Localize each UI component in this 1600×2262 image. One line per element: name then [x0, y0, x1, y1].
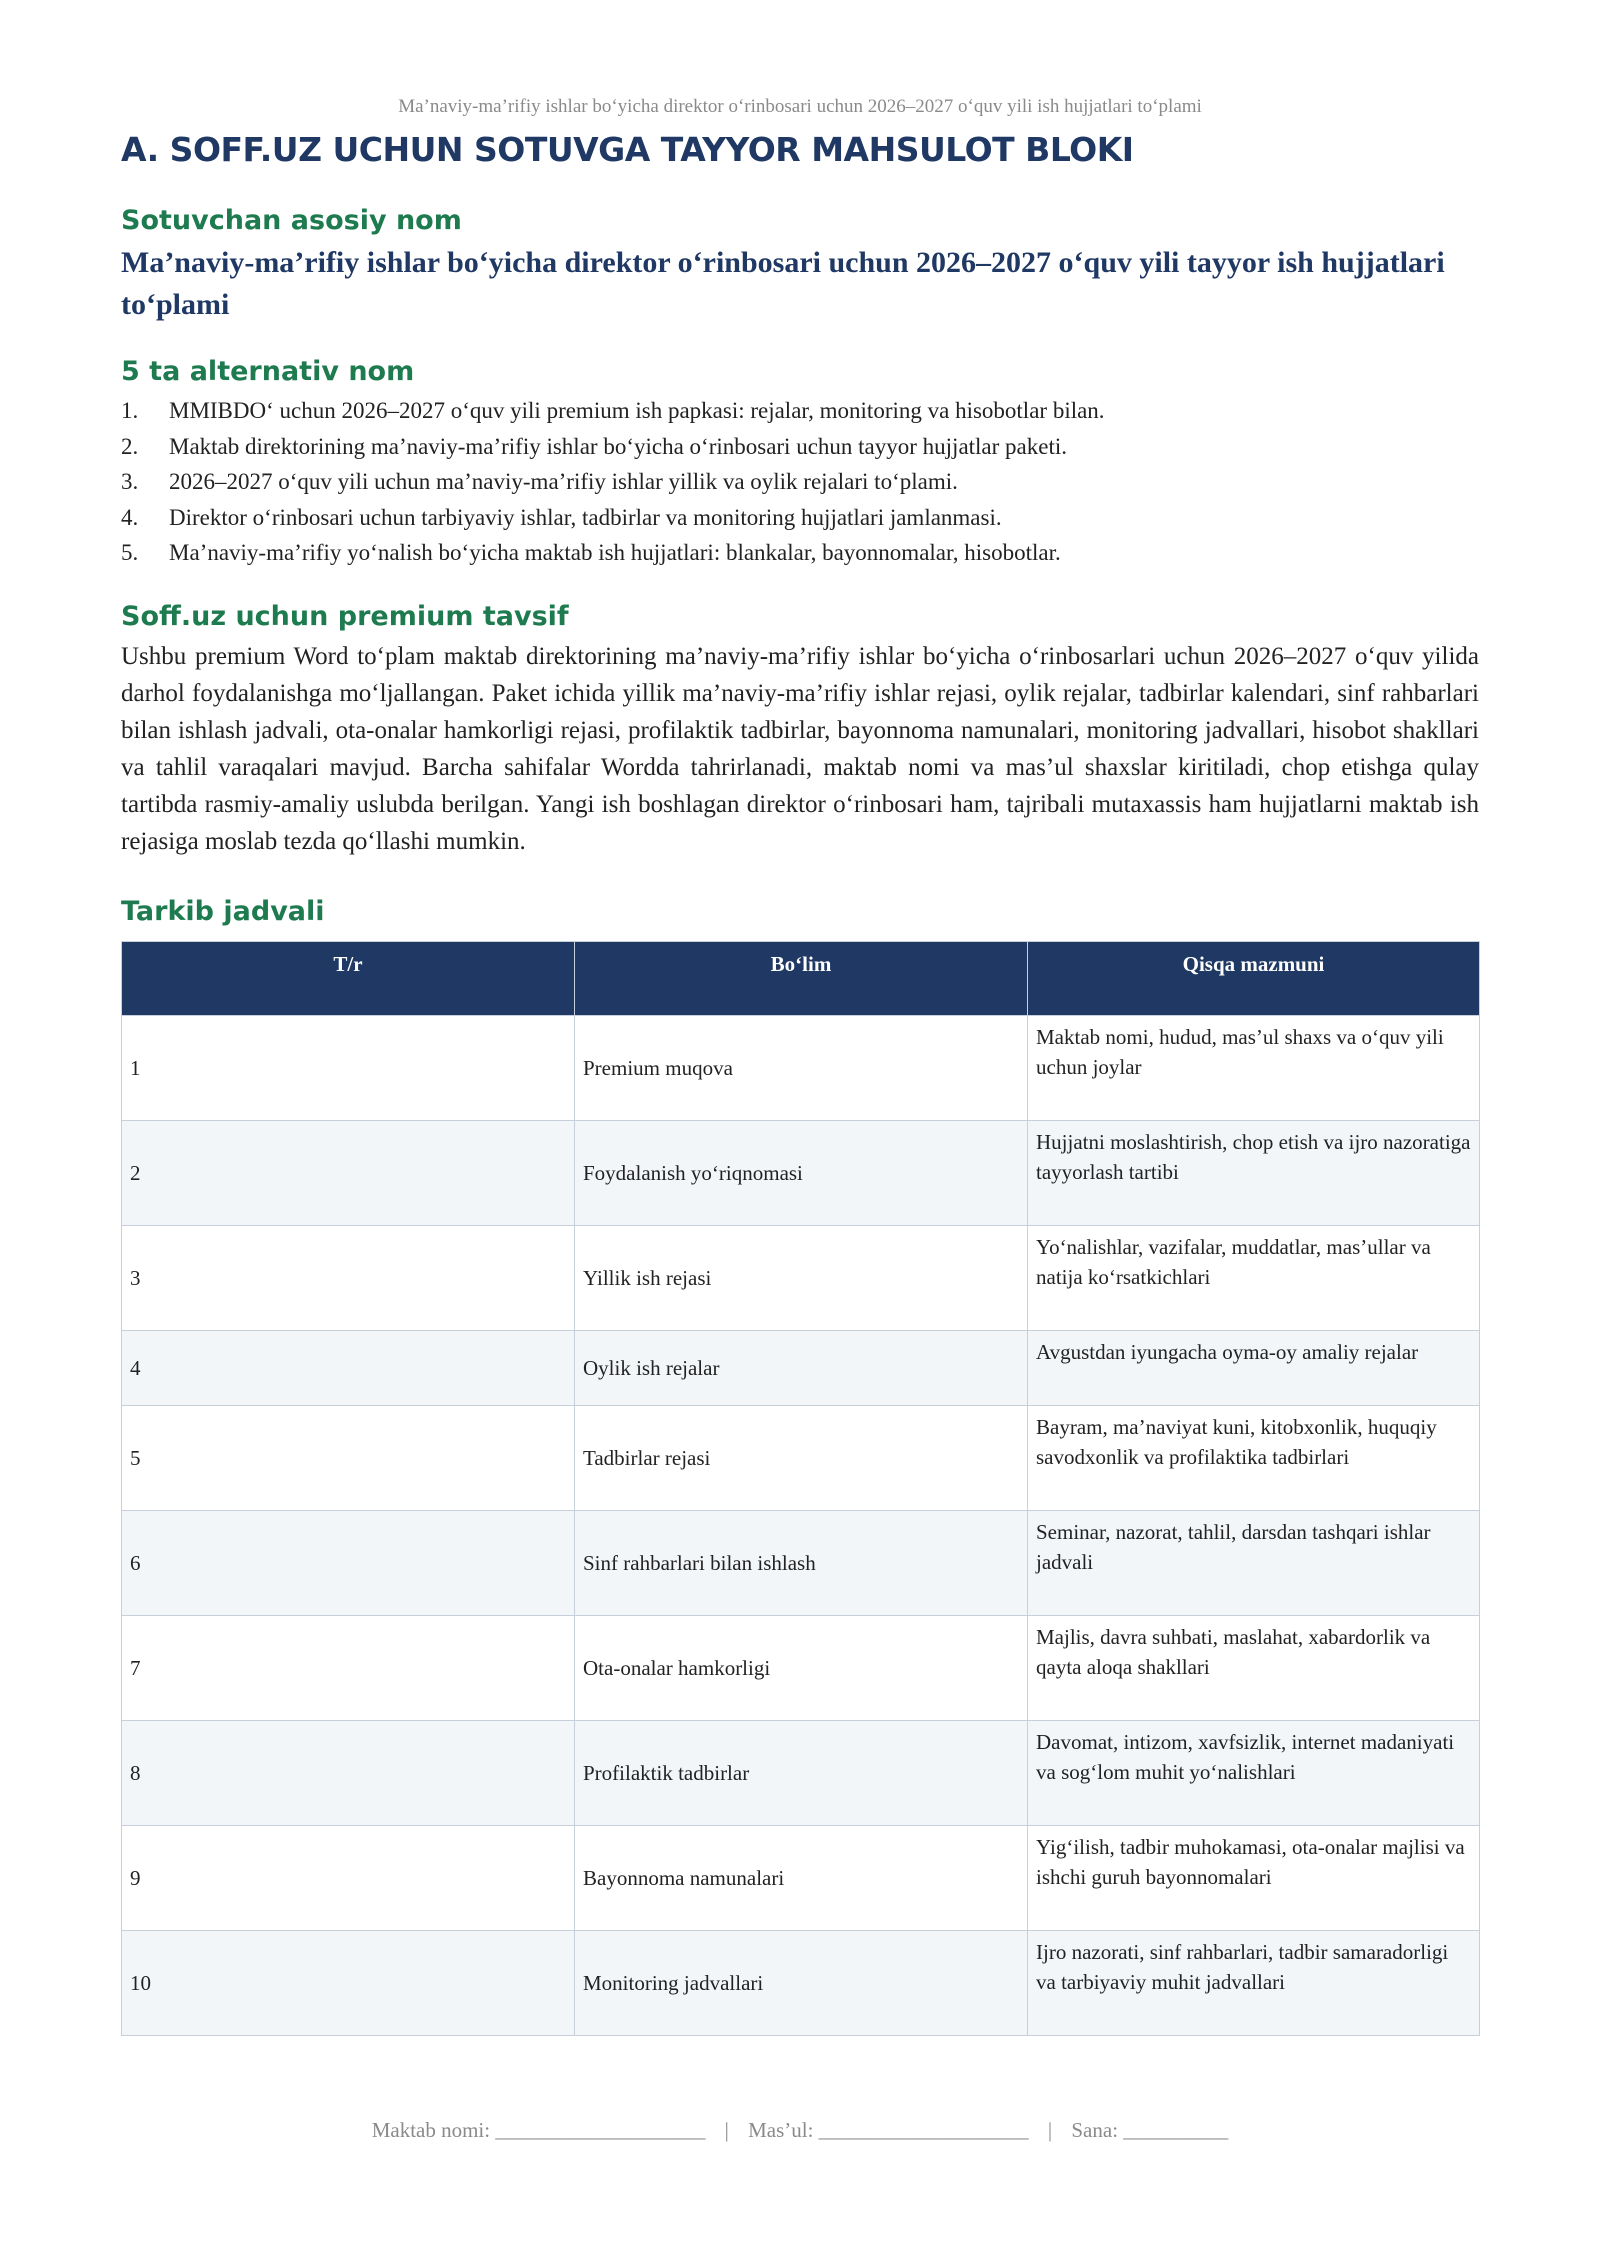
premium-heading: Soff.uz uchun premium tavsif — [121, 600, 569, 632]
row-summary: Maktab nomi, hudud, mas’ul shaxs va o‘quv yili uchun joylar — [1028, 1015, 1480, 1120]
row-summary: Avgustdan iyungacha oyma-oy amaliy rejalar — [1028, 1330, 1480, 1405]
row-summary: Bayram, ma’naviyat kuni, kitobxonlik, huquqiy savodxonlik va profilaktika tadbirlari — [1028, 1405, 1480, 1510]
table-header-row — [122, 941, 1480, 1015]
row-summary: Ijro nazorati, sinf rahbarlari, tadbir samaradorligi va tarbiyaviy muhit jadvallari — [1028, 1930, 1480, 2035]
footer-responsible: Mas’ul: ____________________ — [748, 2118, 1029, 2142]
row-number: 4 — [122, 1330, 575, 1405]
row-section: Monitoring jadvallari — [575, 1930, 1028, 2035]
table-row — [122, 1825, 1480, 1930]
column-header-bolim: Bo‘lim — [575, 941, 1028, 1015]
table-row — [122, 1615, 1480, 1720]
row-section: Profilaktik tadbirlar — [575, 1720, 1028, 1825]
row-section: Premium muqova — [575, 1015, 1028, 1120]
row-section: Bayonnoma namunalari — [575, 1825, 1028, 1930]
row-number: 7 — [122, 1615, 575, 1720]
row-number: 3 — [122, 1225, 575, 1330]
row-section: Ota-onalar hamkorligi — [575, 1615, 1028, 1720]
page-footer — [0, 2118, 1600, 2143]
footer-school-name: Maktab nomi: ____________________ — [371, 2118, 706, 2142]
main-title: A. SOFF.UZ UCHUN SOTUVGA TAYYOR MAHSULOT BLOKI — [121, 130, 1134, 169]
row-number: 1 — [122, 1015, 575, 1120]
column-header-tr: T/r — [122, 941, 575, 1015]
row-summary: Majlis, davra suhbati, maslahat, xabardorlik va qayta aloqa shakllari — [1028, 1615, 1480, 1720]
row-section: Yillik ish rejasi — [575, 1225, 1028, 1330]
alternatives-heading: 5 ta alternativ nom — [121, 356, 415, 387]
row-section: Sinf rahbarlari bilan ishlash — [575, 1510, 1028, 1615]
alternative-item: 4. Direktor o‘rinbosari uchun tarbiyaviy ishlar, tadbirlar va monitoring hujjatlari jamlanmasi. — [121, 504, 1002, 530]
table-row — [122, 1225, 1480, 1330]
column-header-mazmuni: Qisqa mazmuni — [1028, 941, 1480, 1015]
table-row — [122, 1405, 1480, 1510]
row-number: 2 — [122, 1120, 575, 1225]
row-number: 10 — [122, 1930, 575, 2035]
table-row — [122, 1330, 1480, 1405]
content — [121, 124, 1479, 2036]
contents-table — [121, 941, 1480, 2036]
table-row — [122, 1120, 1480, 1225]
row-number: 9 — [122, 1825, 575, 1930]
main-product-name: Ma’naviy-ma’rifiy ishlar bo‘yicha direktor o‘rinbosari uchun 2026–2027 o‘quv yili tayyor ish hujjatlari to‘plami — [121, 246, 1445, 321]
table-row — [122, 1015, 1480, 1120]
row-section: Oylik ish rejalar — [575, 1330, 1028, 1405]
footer-separator: | — [724, 2118, 729, 2142]
running-header: Ma’naviy-ma’rifiy ishlar bo‘yicha direktor o‘rinbosari uchun 2026–2027 o‘quv yili ish hujjatlari to‘plami — [398, 96, 1202, 117]
row-section: Foydalanish yo‘riqnomasi — [575, 1120, 1028, 1225]
alternative-item: 3. 2026–2027 o‘quv yili uchun ma’naviy-ma’rifiy ishlar yillik va oylik rejalari to‘plami. — [121, 469, 958, 494]
row-summary: Davomat, intizom, xavfsizlik, internet madaniyati va sog‘lom muhit yo‘nalishlari — [1028, 1720, 1480, 1825]
row-section: Tadbirlar rejasi — [575, 1405, 1028, 1510]
alternatives-list — [121, 393, 1479, 571]
table-row — [122, 1930, 1480, 2035]
footer-separator: | — [1047, 2118, 1053, 2142]
table-row — [122, 1510, 1480, 1615]
alternative-item: 1. MMIBDO‘ uchun 2026–2027 o‘quv yili premium ish papkasi: rejalar, monitoring va hisobotlar bilan. — [121, 398, 1105, 423]
row-number: 6 — [122, 1510, 575, 1615]
row-summary: Hujjatni moslashtirish, chop etish va ijro nazoratiga tayyorlash tartibi — [1028, 1120, 1480, 1225]
footer-date: Sana: __________ — [1071, 2118, 1229, 2142]
premium-description: Ushbu premium Word to‘plam maktab direktorining ma’naviy-ma’rifiy ishlar bo‘yicha o‘rinbosarlari uchun 2026–2027 o‘quv yilida darhol foydalanishga mo‘ljallangan. Paket ichida yillik ma’naviy-ma’rifiy ishlar rejasi, oylik rejalar, tadbirlar kalendari, sinf rahbarlari bilan ishlash jadvali, ota-onalar hamkorligi rejasi, profilaktik tadbirlar, bayonnoma namunalari, monitoring jadvallari, hisobot shakllari va tahlil varaqalari mavjud. Barcha sahifalar Wordda tahrirlanadi, maktab nomi va mas’ul shaxslar kiritiladi, chop etishga qulay tartibda rasmiy-amaliy uslubda berilgan. Yangi ish boshlagan direktor o‘rinbosari ham, tajribali mutaxassis ham hujjatlarni maktab ish rejasiga moslab tezda qo‘llashi mumkin. — [121, 642, 1479, 855]
tarkib-heading: Tarkib jadvali — [121, 895, 325, 927]
table-row — [122, 1720, 1480, 1825]
row-summary: Seminar, nazorat, tahlil, darsdan tashqari ishlar jadvali — [1028, 1510, 1480, 1615]
sotuvchan-heading: Sotuvchan asosiy nom — [121, 205, 462, 236]
alternative-item: 2. Maktab direktorining ma’naviy-ma’rifiy ishlar bo‘yicha o‘rinbosari uchun tayyor hujjatlar paketi. — [121, 433, 1067, 459]
row-summary: Yig‘ilish, tadbir muhokamasi, ota-onalar majlisi va ishchi guruh bayonnomalari — [1028, 1825, 1480, 1930]
alternative-item: 5. Ma’naviy-ma’rifiy yo‘nalish bo‘yicha maktab ish hujjatlari: blankalar, bayonnomalar, hisobotlar. — [121, 540, 1061, 565]
row-number: 5 — [122, 1405, 575, 1510]
row-number: 8 — [122, 1720, 575, 1825]
row-summary: Yo‘nalishlar, vazifalar, muddatlar, mas’ullar va natija ko‘rsatkichlari — [1028, 1225, 1480, 1330]
